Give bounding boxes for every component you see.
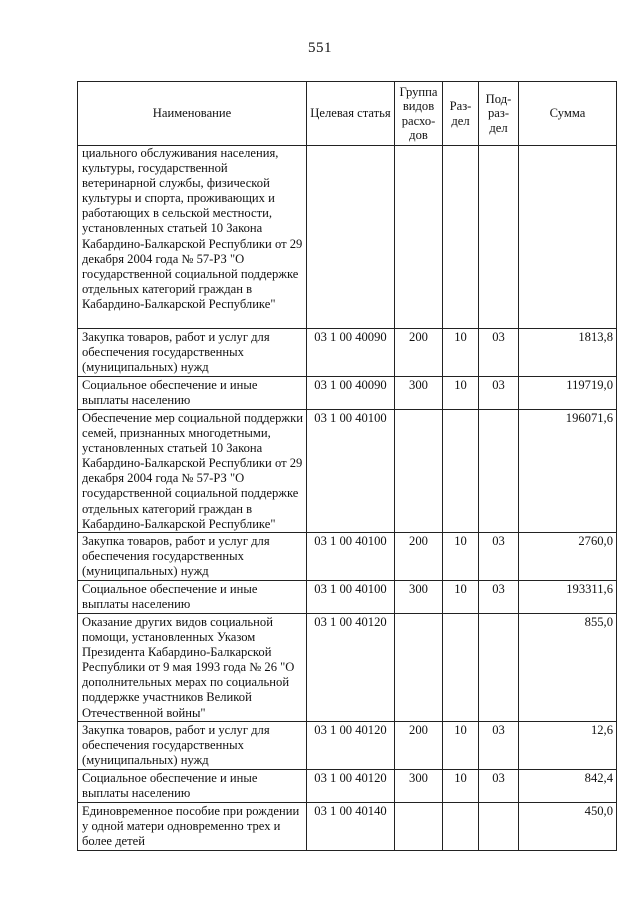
cell-subsection: 03: [479, 722, 519, 770]
cell-target-article: 03 1 00 40120: [307, 722, 395, 770]
cell-subsection: [479, 614, 519, 722]
cell-name: Закупка товаров, работ и услуг для обеспечения государственных (муниципальных) нужд: [78, 722, 307, 770]
cell-name: Закупка товаров, работ и услуг для обеспечения государственных (муниципальных) нужд: [78, 533, 307, 581]
cell-section: [443, 410, 479, 533]
cell-sum: 119719,0: [519, 377, 617, 410]
cell-subsection: 03: [479, 377, 519, 410]
cell-name: Социальное обеспечение и иные выплаты населению: [78, 770, 307, 803]
cell-section: 10: [443, 770, 479, 803]
cell-expense-group: 300: [395, 377, 443, 410]
cell-name: Социальное обеспечение и иные выплаты населению: [78, 581, 307, 614]
cell-target-article: 03 1 00 40090: [307, 329, 395, 377]
table-row: [78, 770, 617, 803]
cell-target-article: 03 1 00 40100: [307, 581, 395, 614]
cell-target-article: 03 1 00 40140: [307, 803, 395, 851]
header-target-article: Целевая статья: [307, 82, 395, 146]
cell-subsection: [479, 410, 519, 533]
cell-subsection: [479, 803, 519, 851]
cell-expense-group: 200: [395, 329, 443, 377]
cell-target-article: 03 1 00 40100: [307, 533, 395, 581]
cell-sum: 1813,8: [519, 329, 617, 377]
cell-expense-group: [395, 146, 443, 329]
cell-name: Оказание других видов социальной помощи, установленных Указом Президента Кабардино-Балкарской Республики от 9 мая 1993 года № 26 "О дополнительных мерах по социальной поддержке участников Великой Отечественной войны": [78, 614, 307, 722]
cell-sum: 450,0: [519, 803, 617, 851]
cell-expense-group: 300: [395, 770, 443, 803]
cell-sum: 12,6: [519, 722, 617, 770]
table-row: [78, 146, 617, 329]
table-header-row: [78, 82, 617, 146]
cell-subsection: 03: [479, 329, 519, 377]
table-row: [78, 803, 617, 851]
cell-section: [443, 614, 479, 722]
table-row: [78, 377, 617, 410]
cell-sum: [519, 146, 617, 329]
cell-expense-group: [395, 803, 443, 851]
table-row: [78, 614, 617, 722]
cell-name: циального обслуживания населения, культуры, государственной ветеринарной службы, физической культуры и спорта, проживающих и работающих в сельской местности, установленных статьей 10 Закона Кабардино-Балкарской Республики от 29 декабря 2004 года № 57-РЗ "О государственной социальной поддержке отдельных категорий граждан в Кабардино-Балкарской Республике": [78, 146, 307, 329]
cell-expense-group: 200: [395, 533, 443, 581]
cell-expense-group: 200: [395, 722, 443, 770]
cell-expense-group: 300: [395, 581, 443, 614]
cell-target-article: 03 1 00 40090: [307, 377, 395, 410]
table-row: [78, 581, 617, 614]
cell-sum: 855,0: [519, 614, 617, 722]
cell-name: Единовременное пособие при рождении у одной матери одновременно трех и более детей: [78, 803, 307, 851]
budget-table: [77, 81, 617, 851]
header-expense-group: Группа видов расхо-дов: [395, 82, 443, 146]
table-row: [78, 329, 617, 377]
table-row: [78, 722, 617, 770]
cell-section: 10: [443, 722, 479, 770]
header-sum: Сумма: [519, 82, 617, 146]
table-row: [78, 410, 617, 533]
cell-section: [443, 803, 479, 851]
cell-name: Обеспечение мер социальной поддержки семей, признанных многодетными, установленных статьей 10 Закона Кабардино-Балкарской Республики от 29 декабря 2004 года № 57-РЗ "О государственной социальной поддержке отдельных категорий граждан в Кабардино-Балкарской Республике": [78, 410, 307, 533]
cell-sum: 193311,6: [519, 581, 617, 614]
cell-subsection: [479, 146, 519, 329]
header-section: Раз-дел: [443, 82, 479, 146]
cell-section: 10: [443, 377, 479, 410]
table-row: [78, 533, 617, 581]
header-name: Наименование: [78, 82, 307, 146]
cell-subsection: 03: [479, 770, 519, 803]
cell-target-article: 03 1 00 40120: [307, 770, 395, 803]
cell-sum: 2760,0: [519, 533, 617, 581]
cell-name: Закупка товаров, работ и услуг для обеспечения государственных (муниципальных) нужд: [78, 329, 307, 377]
cell-section: [443, 146, 479, 329]
cell-target-article: 03 1 00 40120: [307, 614, 395, 722]
header-subsection: Под-раз-дел: [479, 82, 519, 146]
cell-section: 10: [443, 581, 479, 614]
cell-target-article: [307, 146, 395, 329]
cell-expense-group: [395, 614, 443, 722]
cell-target-article: 03 1 00 40100: [307, 410, 395, 533]
page-number: 551: [308, 40, 332, 56]
cell-name: Социальное обеспечение и иные выплаты населению: [78, 377, 307, 410]
cell-section: 10: [443, 533, 479, 581]
cell-subsection: 03: [479, 581, 519, 614]
cell-sum: 196071,6: [519, 410, 617, 533]
cell-sum: 842,4: [519, 770, 617, 803]
cell-section: 10: [443, 329, 479, 377]
cell-expense-group: [395, 410, 443, 533]
cell-subsection: 03: [479, 533, 519, 581]
